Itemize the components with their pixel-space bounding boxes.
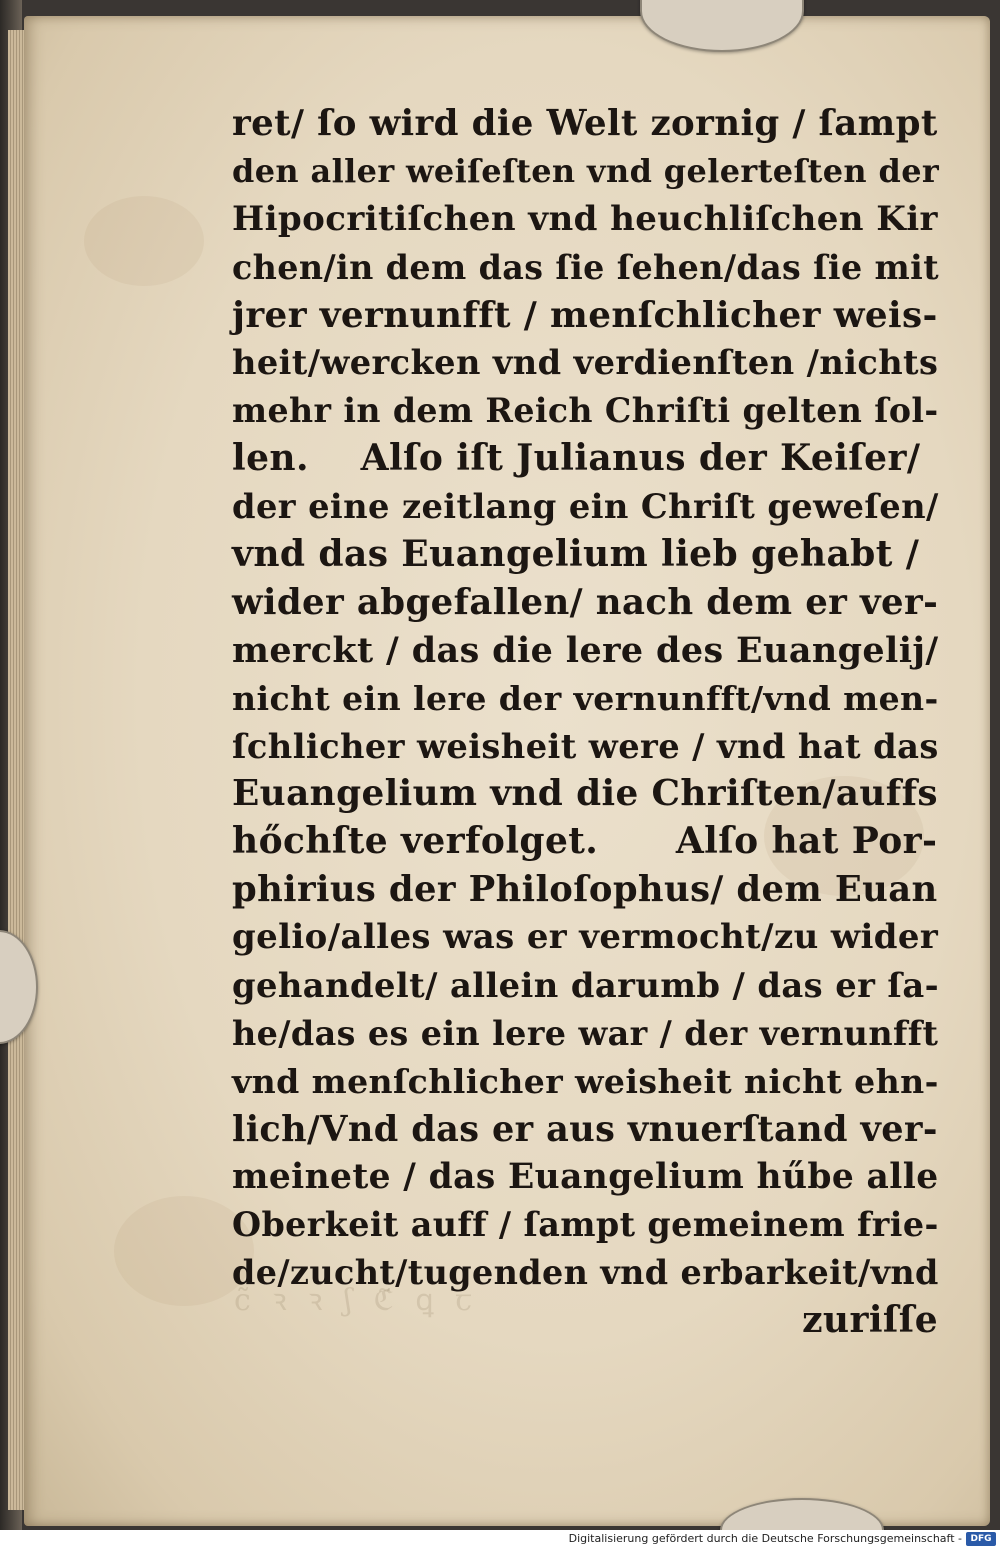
text-line: len. Alſo iſt Julianus der Keiſer/ bbox=[232, 437, 921, 480]
paper-stain bbox=[84, 196, 204, 286]
text-line: nicht ein lere der vernunfft/vnd men- bbox=[232, 678, 939, 718]
text-line: Euangelium vnd die Chriſten/auffs bbox=[232, 772, 938, 815]
text-line: merckt / das die lere des Euangelij/ bbox=[232, 629, 939, 671]
catchword: zuriſſe bbox=[802, 1299, 938, 1342]
text-line: mehr in dem Reich Chriſti gelten ſol- bbox=[232, 391, 939, 431]
text-line: heit/wercken vnd verdienſten /nichts bbox=[232, 342, 939, 383]
text-line: lich/Vnd das er aus vnuerſtand ver- bbox=[232, 1108, 938, 1150]
text-line: ſchlicher weisheit were / vnd hat das bbox=[232, 725, 939, 766]
text-line: jrer vernunfft / menſchlicher weis- bbox=[232, 293, 938, 336]
text-line: vnd menſchlicher weisheit nicht ehn- bbox=[232, 1061, 939, 1101]
text-line: de/zucht/tugenden vnd erbarkeit/vnd bbox=[232, 1253, 939, 1293]
text-line: den aller weiſeſten vnd gelerteſten der bbox=[232, 151, 940, 190]
text-line: he/das es ein lere war / der vernunfft bbox=[232, 1013, 939, 1053]
text-line: Hipocritiſchen vnd heuchliſchen Kir bbox=[232, 198, 938, 239]
footer-bar bbox=[0, 1530, 1000, 1549]
text-line: hőchſte verfolget. Alſo hat Por- bbox=[232, 820, 938, 863]
text-line: chen/in dem das ſie ſehen/das ſie mit bbox=[232, 247, 939, 287]
text-line: Oberkeit auff / ſampt gemeinem frie- bbox=[232, 1205, 939, 1245]
text-line: phirius der Philoſophus/ dem Euan bbox=[232, 869, 938, 911]
text-line: der eine zeitlang ein Chriſt geweſen/ bbox=[232, 486, 939, 527]
bleed-through-ghost-text: ⅽ̃ ꝛ ꝛ ʃ ℭ̃ ꝗ ꞇ bbox=[234, 1283, 479, 1318]
text-line: meinete / das Euangelium hűbe alle bbox=[232, 1156, 939, 1197]
main-text-block bbox=[232, 100, 938, 1345]
text-line: ret/ ſo wird die Welt zornig / ſampt bbox=[232, 103, 938, 144]
text-line: wider abgefallen/ nach dem er ver- bbox=[232, 581, 939, 623]
text-line: vnd das Euangelium lieb gehabt / bbox=[232, 533, 920, 576]
funding-credit: Digitalisierung gefördert durch die Deutsche Forschungsgemeinschaft - bbox=[568, 1532, 962, 1545]
text-line: gelio/alles was er vermocht/zu wider bbox=[232, 917, 939, 958]
dfg-logo: DFG bbox=[966, 1532, 996, 1546]
text-line: gehandelt/ allein darumb / das er ſa- bbox=[232, 965, 940, 1006]
